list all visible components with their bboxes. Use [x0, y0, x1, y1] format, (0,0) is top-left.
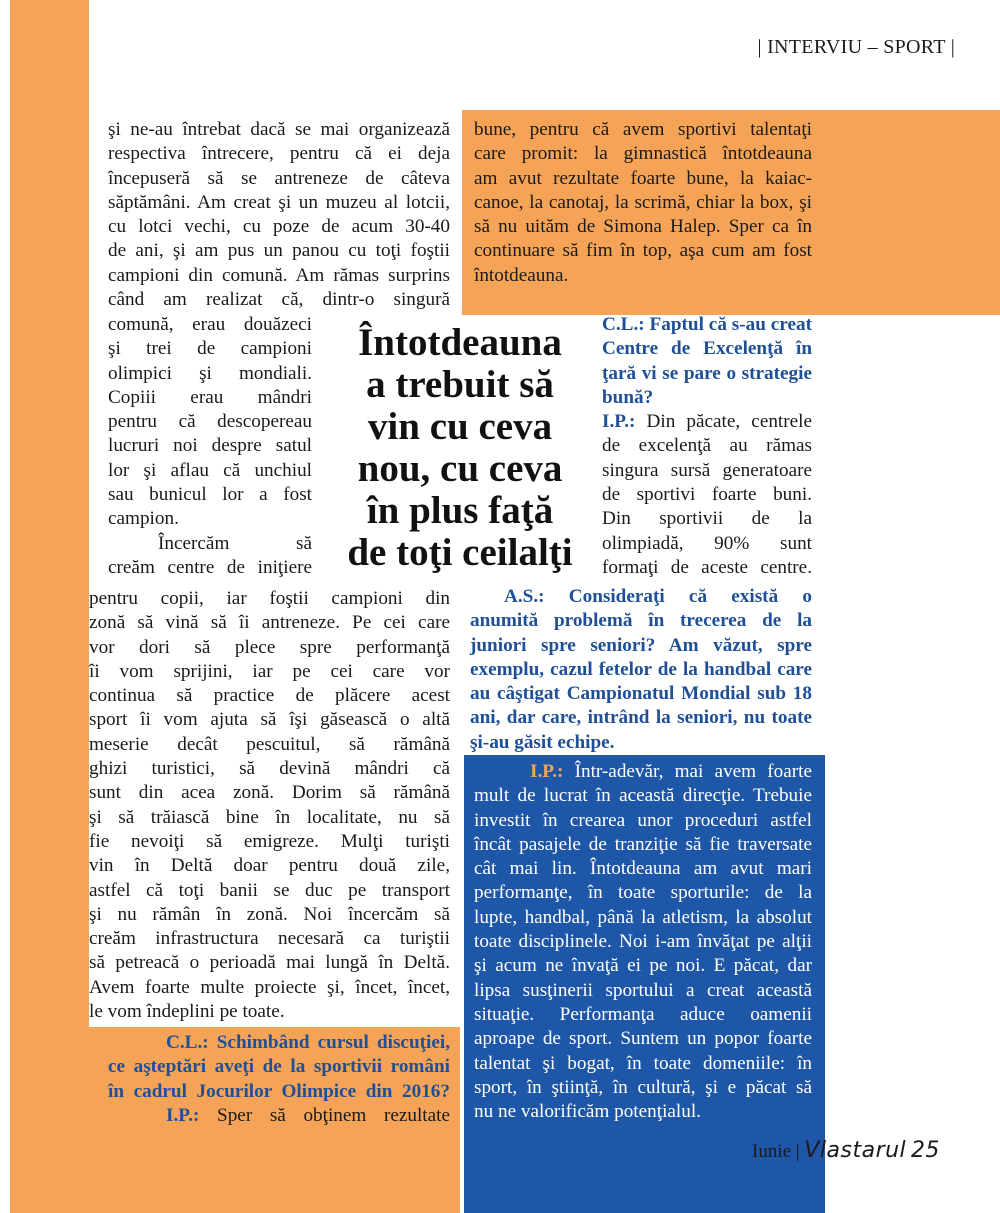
paragraph-line: creăm infrastructura necesară ca turiştii [89, 928, 450, 950]
paragraph-line: şi trei de campioni [108, 338, 312, 360]
paragraph-line: şi să trăiască bine în localitate, nu să [89, 806, 450, 828]
paragraph-line: campioni din comună. Am rămas surprins [108, 264, 450, 286]
paragraph-line: formaţi de aceste centre. [602, 556, 812, 578]
right-answer-2-first-line [474, 760, 812, 784]
paragraph-line: încât pasajele de tranziţie să fie traversate [474, 833, 812, 855]
paragraph-line: şi ne-au întrebat dacă se mai organizează [108, 119, 450, 140]
paragraph-line: pentru că descopereau [108, 411, 312, 433]
paragraph-line: Copiii erau mândri [108, 386, 312, 408]
paragraph-line: le vom îndeplini pe toate. [89, 1001, 285, 1023]
paragraph-line: Din sportivii de la [602, 508, 812, 530]
left-answer-line [108, 1104, 450, 1128]
magazine-logo: Vlastarul [804, 1138, 907, 1163]
question-line: exemplu, cazul fetelor de la handbal care [470, 658, 812, 680]
paragraph-line: care promit: la gimnastică întotdeauna [474, 143, 812, 165]
pull-quote-line: nou, cu ceva [357, 447, 563, 490]
paragraph-line: am avut rezultate foarte bune, la kaiac- [474, 167, 812, 189]
paragraph-line: să nu uităm de Simona Halep. Sper ca în [474, 216, 812, 238]
question-line: C.L.: Faptul că s-au creat [602, 314, 812, 335]
right-answer-2-first: Într-adevăr, mai avem foarte [574, 761, 812, 782]
paragraph-line: îi vom sprijini, iar pe cei care vor [89, 660, 450, 682]
paragraph-line: creăm centre de iniţiere [108, 556, 312, 578]
paragraph-line: ghizi turistici, să devină mândri că [89, 758, 450, 780]
question-line: bună? [602, 386, 654, 408]
left-answer-label: I.P.: [166, 1104, 200, 1126]
right-question-2 [470, 585, 812, 755]
paragraph-line: şi nu rămân în zonă. Noi încercăm să [89, 903, 450, 925]
paragraph-line: aproape de sport. Suntem un popor foarte [474, 1028, 812, 1050]
left-question [108, 1031, 450, 1128]
right-answer-1-first: Din păcate, centrele [646, 411, 813, 433]
question-line: C.L.: Schimbând cursul discuţiei, [166, 1032, 450, 1053]
paragraph-line: comună, erau douăzeci [108, 314, 312, 335]
paragraph-line: de sportivi foarte buni. [602, 484, 812, 506]
pull-quote-line: vin cu ceva [367, 405, 553, 448]
paragraph-line: lor şi aflau că unchiul [108, 459, 312, 481]
pull-quote-line: de toţi ceilalţi [347, 531, 573, 574]
paragraph-line: fie nevoiţi să emigreze. Mulţi turişti [89, 830, 450, 852]
paragraph-line: meserie decât pescuitul, să rămână [89, 733, 450, 755]
paragraph-line: când am realizat că, dintr-o singură [108, 289, 450, 311]
paragraph-line: întotdeauna. [474, 264, 569, 286]
paragraph-line: sport îi vom ajuta să îşi găsească o altă [89, 709, 450, 731]
footer-month: Iunie [752, 1141, 792, 1162]
paragraph-line: Încercăm să [158, 532, 312, 554]
page-number: 25 [910, 1138, 940, 1163]
pull-quote-line: în plus faţă [366, 489, 554, 532]
question-line: şi-au găsit echipe. [470, 731, 615, 753]
question-line: anumită problemă în trecerea de la [470, 610, 812, 632]
paragraph-line: sau bunicul lor a fost [108, 484, 312, 506]
question-line: ce aşteptări aveţi de la sportivii români [108, 1056, 450, 1078]
paragraph-line: cu lotci vechi, cu poze de acum 30-40 [108, 216, 450, 238]
pull-quote-line: Întotdeauna [358, 321, 562, 364]
paragraph-line: vor dori să plece spre performanţă [89, 636, 450, 658]
question-line: juniori spre seniori? Am văzut, spre [470, 634, 812, 656]
paragraph-line: situaţie. Performanţa aduce oamenii [474, 1003, 812, 1025]
paragraph-line: lupte, handbal, până la atletism, la absolut [474, 906, 812, 928]
paragraph-line: performanţe, în toate sporturile: de la [474, 882, 812, 904]
right-answer-1-label: I.P.: [602, 411, 636, 433]
paragraph-line: continua să practice de plăcere acest [89, 685, 450, 707]
left-column-top-text [108, 118, 450, 312]
paragraph-line: respectiva întrecere, pentru că ei deja [108, 143, 450, 165]
question-line: ani, dar care, intrând la seniori, nu toate [470, 707, 812, 729]
paragraph-line: investit în crearea unor proceduri astfel [474, 809, 812, 831]
paragraph-line: zonă să vină să îi antreneze. Pe cei care [89, 612, 450, 634]
paragraph-line: vin în Deltă doar pentru două zile, [89, 855, 450, 877]
right-answer-2-label: I.P.: [530, 761, 564, 782]
question-line: au câştigat Campionatul Mondial sub 18 [470, 683, 812, 705]
paragraph-line: şi acum ne învaţă ei pe noi. E păcat, dar [474, 955, 812, 977]
paragraph-line: cât mai lin. Întotdeauna am avut mari [474, 858, 812, 880]
paragraph-line: pentru copii, iar foştii campioni din [89, 588, 450, 609]
paragraph-line: nu ne valorificăm potenţialul. [474, 1101, 701, 1123]
question-line: ţară vi se pare o strategie [602, 362, 812, 384]
paragraph-line: săptămâni. Am creat şi un muzeu al lotcii, [108, 191, 450, 213]
paragraph-line: talentat şi bogat, în toate domeniile: în [474, 1052, 812, 1074]
right-answer-2 [474, 760, 812, 1124]
paragraph-line: de ani, şi am pus un panou cu toţi foştii [108, 240, 450, 262]
paragraph-line: campion. [108, 508, 179, 530]
paragraph-line: mult de lucrat în această direcţie. Trebuie [474, 785, 812, 807]
paragraph-line: singura sursă generatoare [602, 459, 812, 481]
paragraph-line: continuare să fim în top, aşa cum am fost [474, 240, 812, 262]
right-question-1 [602, 313, 812, 580]
left-column-wide-text [89, 587, 450, 1024]
paragraph-line: sunt din acea zonă. Dorim să rămână [89, 782, 450, 804]
right-orange-text [474, 118, 812, 288]
paragraph-line: astfel că toţi banii se duc pe transport [89, 879, 450, 901]
paragraph-line: să petreacă o perioadă mai lungă în Deltă. [89, 952, 450, 974]
paragraph-line: canoe, la canotaj, la scrimă, chiar la box, şi [474, 191, 812, 213]
right-answer-1-first-line [602, 410, 812, 434]
question-line: A.S.: Consideraţi că există o [504, 586, 812, 607]
paragraph-line: lipsa susţinerii sportului a creat această [474, 979, 812, 1001]
paragraph-line: lucruri noi despre satul [108, 435, 312, 457]
pull-quote [320, 322, 600, 574]
left-answer-text: Sper să obţinem rezultate [217, 1104, 450, 1126]
paragraph-line: Avem foarte multe proiecte şi, încet, încet, [89, 976, 450, 998]
section-header: | INTERVIU – SPORT | [757, 36, 955, 58]
paragraph-line: toate disciplinele. Noi i-am învăţat pe alţii [474, 931, 812, 953]
question-line: Centre de Excelenţă în [602, 338, 812, 360]
question-line: în cadrul Jocurilor Olimpice din 2016? [108, 1080, 450, 1102]
paragraph-line: bune, pentru că avem sportivi talentaţi [474, 119, 812, 140]
paragraph-line: olimpiadă, 90% sunt [602, 532, 812, 554]
paragraph-line: de excelenţă au rămas [602, 435, 812, 457]
paragraph-line: olimpici şi mondiali. [108, 362, 312, 384]
pull-quote-line: a trebuit să [366, 363, 554, 406]
footer-separator: | [795, 1141, 800, 1162]
paragraph-line: sport, în ştiinţă, în cultură, şi e păcat să [474, 1076, 812, 1098]
page-footer [752, 1138, 940, 1163]
left-column-narrow-text [108, 313, 312, 580]
paragraph-line: începuseră să se antreneze de câteva [108, 167, 450, 189]
